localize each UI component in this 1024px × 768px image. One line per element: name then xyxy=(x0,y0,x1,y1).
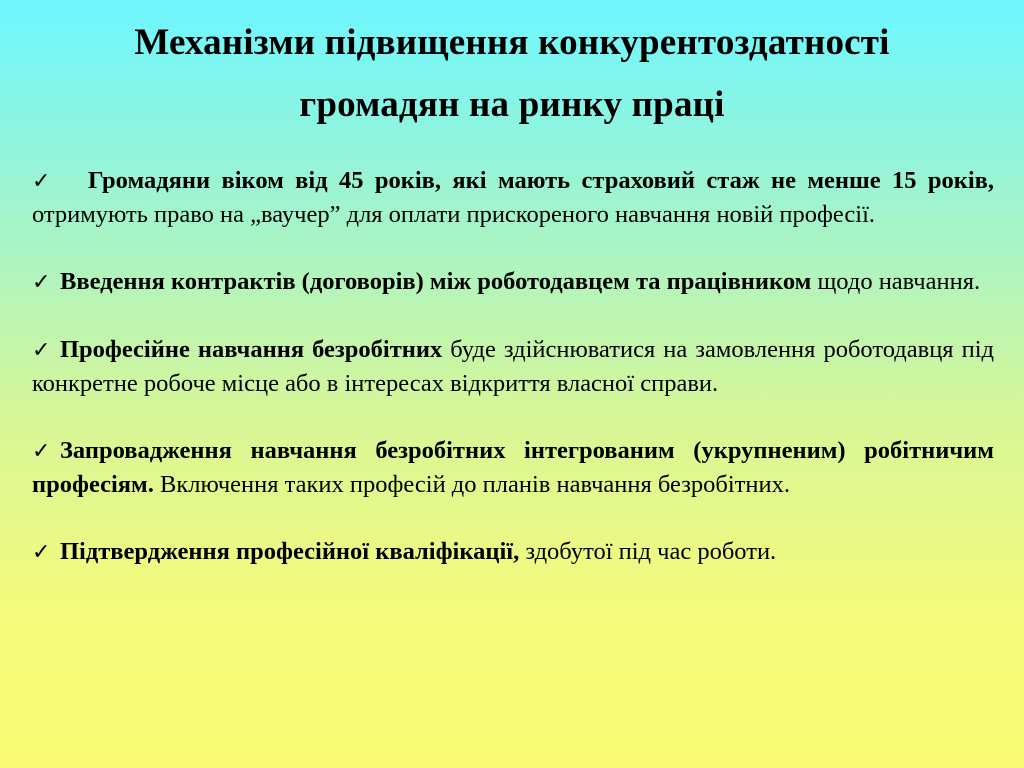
checkmark-icon: ✓ xyxy=(32,169,51,194)
checkmark-icon: ✓ xyxy=(32,270,51,295)
list-item xyxy=(32,164,994,231)
list-item-bold-text: Громадяни віком від 45 років, які мають страховий стаж не менше 15 років, xyxy=(88,167,994,194)
checkmark-icon: ✓ xyxy=(32,540,51,565)
list-item-text: отримують право на „ваучер” для оплати прискореного навчання новій професії. xyxy=(32,201,876,228)
list-item-text: Включення таких професій до планів навчання безробітних. xyxy=(153,471,790,498)
list-item xyxy=(32,265,994,299)
checkmark-icon: ✓ xyxy=(32,439,51,464)
bullet-list xyxy=(32,164,994,602)
checkmark-icon: ✓ xyxy=(32,338,51,363)
list-item-bold-text: Введення контрактів (договорів) між роботодавцем та працівником xyxy=(60,268,812,295)
list-item-bold-text: Запровадження навчання безробітних інтегрованим (укрупненим) робітничим професіям. xyxy=(32,437,994,498)
list-item xyxy=(32,333,994,400)
list-item-text: щодо навчання. xyxy=(811,268,981,295)
list-item xyxy=(32,434,994,501)
slide-title-line-2: громадян на ринку праці xyxy=(299,84,725,125)
slide-title xyxy=(0,12,1024,136)
list-item-bold-text: Професійне навчання безробітних xyxy=(60,336,443,363)
slide-title-line-1: Механізми підвищення конкурентоздатності xyxy=(134,22,890,63)
list-item-text: здобутої під час роботи. xyxy=(519,538,777,565)
list-item-text: буде здійснюватися на замовлення роботодавця під конкретне робоче місце або в інтересах відкриття власної справи. xyxy=(32,336,994,397)
list-item xyxy=(32,535,994,569)
list-item-bold-text: Підтвердження професійної кваліфікації, xyxy=(60,538,520,565)
